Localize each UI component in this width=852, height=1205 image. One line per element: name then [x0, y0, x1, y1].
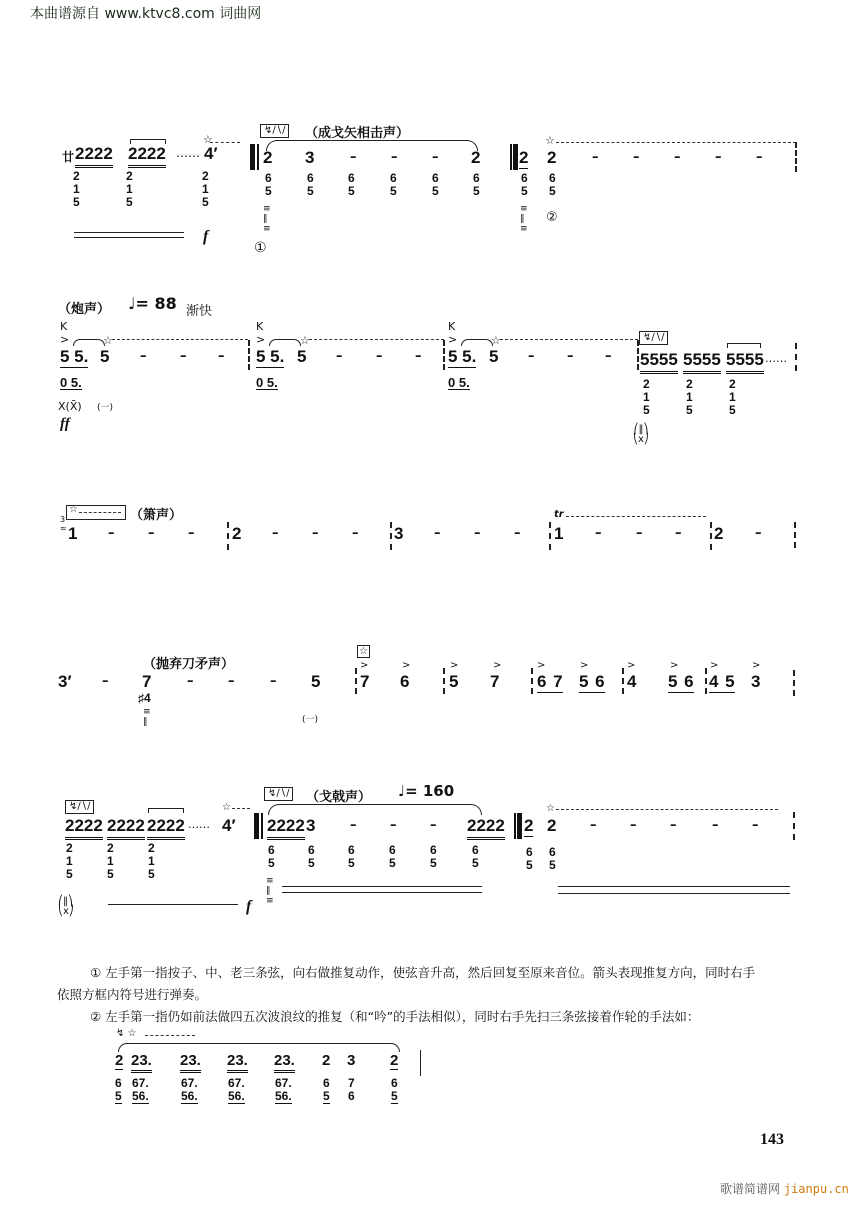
dash: –	[228, 674, 235, 689]
chord-column: 6 5	[348, 171, 355, 198]
dash: –	[674, 150, 681, 165]
dynamic-mark: ff	[60, 416, 70, 432]
tremolo-group: 2222	[65, 816, 103, 840]
note: 3	[394, 524, 404, 543]
note-group: 6 7	[537, 672, 563, 691]
dash: –	[590, 818, 597, 833]
note-group: 5 5.	[256, 347, 285, 366]
accent-mark: >	[450, 660, 459, 671]
star-box-icon: ☆	[359, 646, 368, 657]
tremolo-group: 2222	[147, 816, 185, 840]
dash: –	[755, 526, 762, 541]
barline	[227, 522, 229, 550]
chord-column: 6 5	[268, 843, 275, 870]
chord-column: 2 1 5	[148, 841, 155, 881]
hairpin	[558, 893, 790, 894]
bracket-mark	[130, 139, 166, 144]
note: 6	[323, 1076, 330, 1090]
hairpin	[108, 904, 238, 905]
grace-note: 3 ≈	[60, 515, 67, 533]
sound-label: （炮声）	[58, 302, 111, 317]
dash: –	[528, 349, 535, 364]
note: 1	[68, 524, 78, 543]
barline	[795, 343, 797, 371]
note: 5	[323, 1089, 330, 1103]
technique-symbol: ≡ ‖	[143, 707, 151, 727]
note: 6	[391, 1076, 398, 1090]
hairpin	[282, 886, 482, 887]
note-group: 67.	[275, 1076, 292, 1090]
sound-label: （抛弃刀矛声）	[143, 657, 235, 672]
note: 5	[297, 347, 307, 366]
note-group: 56.	[228, 1089, 245, 1103]
dash: –	[756, 150, 763, 165]
note: 3	[751, 672, 761, 691]
barline	[390, 522, 392, 550]
barline	[793, 812, 795, 840]
repeat-bar	[250, 144, 255, 170]
barline	[622, 668, 624, 694]
dotted-extension	[500, 339, 638, 340]
dash: –	[180, 349, 187, 364]
tremolo-group: 5555	[683, 350, 721, 374]
chord-column: 6 5	[549, 845, 556, 872]
chord-column: 2 1 5	[686, 377, 693, 417]
dash: –	[218, 349, 225, 364]
note: 2	[263, 148, 273, 167]
chord-column: 2 1 5	[643, 377, 650, 417]
dash: –	[312, 526, 319, 541]
ellipsis: ……	[188, 818, 210, 831]
note-group: 67.	[181, 1076, 198, 1090]
technique-box: ↯∕∖∕	[639, 331, 668, 345]
note: 1	[554, 524, 564, 543]
star-icon: ☆	[203, 133, 213, 146]
technique-symbol: ⎛‖⎞ ⎝x⎠	[58, 896, 74, 917]
barline	[549, 522, 551, 550]
tremolo-group: 5555	[640, 350, 678, 374]
watermark-top: 本曲谱源自 www.ktvc8.com 词曲网	[30, 6, 262, 22]
held-note: 4′	[222, 816, 236, 835]
tremolo-group: 2222	[107, 816, 145, 840]
technique-box: ↯∕∖∕	[264, 787, 293, 801]
barline	[355, 668, 357, 694]
tremolo-group: 5555	[726, 350, 764, 374]
note: 7	[142, 672, 152, 691]
dash: –	[102, 674, 109, 689]
technique-symbol: ≡ ‖ ≡	[520, 204, 528, 234]
barline	[248, 340, 250, 370]
dash: –	[630, 818, 637, 833]
technique-box	[66, 505, 126, 520]
note: 6	[115, 1076, 122, 1090]
dash: –	[595, 526, 602, 541]
dash: –	[675, 526, 682, 541]
dash: –	[350, 818, 357, 833]
note-group: 5 5.	[60, 347, 89, 366]
dash: –	[108, 526, 115, 541]
note-group: 56.	[132, 1089, 149, 1103]
chord-column: 6 5	[472, 843, 479, 870]
footnote-1-line-1: ① 左手第一指按子、中、老三条弦，向右做推复动作，使弦音升高，然后回复至原来音位。箭头表现推复方向，同时右手	[90, 965, 756, 980]
dash: –	[270, 674, 277, 689]
note-group: 67.	[228, 1076, 245, 1090]
dash: –	[605, 349, 612, 364]
x-mark: X(X̄)	[58, 400, 82, 413]
note: 6	[400, 672, 410, 691]
dash: –	[715, 150, 722, 165]
slur	[118, 1043, 400, 1052]
hairpin	[74, 232, 184, 233]
dash: –	[350, 150, 357, 165]
dash: –	[376, 349, 383, 364]
sound-label: （成戈矢相击声）	[305, 126, 410, 141]
note: 5	[449, 672, 459, 691]
trill-icon: ↯ ☆	[116, 1028, 137, 1039]
note: 4	[627, 672, 637, 691]
dash: –	[390, 818, 397, 833]
dash: –	[636, 526, 643, 541]
watermark-bottom	[720, 1180, 849, 1197]
dash: –	[336, 349, 343, 364]
chord-column: 6 5	[526, 845, 533, 872]
note: 2	[322, 1052, 331, 1069]
slur	[269, 339, 301, 346]
accent-mark: K >	[256, 320, 266, 346]
chord-column: 2 1 5	[202, 169, 209, 209]
technique-symbol: ≡ ‖ ≡	[266, 876, 274, 906]
star-icon: ☆	[300, 334, 310, 347]
note: 3	[306, 816, 316, 835]
dash: –	[434, 526, 441, 541]
repeat-bar-thin	[261, 813, 263, 839]
hairpin	[282, 892, 482, 893]
technique-box: ↯∕∖∕	[65, 800, 94, 814]
note: 5	[115, 1089, 122, 1103]
technique-symbol: ≡ ‖ ≡	[263, 204, 271, 234]
dash: –	[415, 349, 422, 364]
chord-column: 2 1 5	[66, 841, 73, 881]
slur	[266, 140, 478, 151]
dash: –	[712, 818, 719, 833]
star-icon: ☆	[545, 134, 555, 147]
slur	[73, 339, 105, 346]
dotted-extension	[309, 339, 444, 340]
accent-mark: >	[360, 660, 369, 671]
repeat-bar	[517, 813, 522, 839]
watermark-cn: 歌谱简谱网	[720, 1182, 781, 1196]
note: 3′	[58, 672, 72, 691]
tempo-text: 渐快	[186, 304, 213, 319]
note-group: 0 5.	[448, 375, 470, 390]
accent-mark: >	[710, 660, 719, 671]
footnote-1-line-2: 依照方框内符号进行弹奏。	[57, 987, 208, 1002]
chord-column: 6 5	[265, 171, 272, 198]
note: 2	[115, 1052, 124, 1069]
barline	[795, 142, 797, 172]
note: 2	[519, 148, 529, 167]
repeat-bar-thin	[510, 144, 512, 170]
watermark-en: jianpu.cn	[783, 1182, 849, 1196]
tremolo-group: 2222	[128, 144, 166, 168]
accent-mark: >	[670, 660, 679, 671]
barline	[793, 670, 795, 696]
note-group: 56.	[181, 1089, 198, 1103]
dotted-extension	[210, 142, 240, 143]
chord-column: 2 1 5	[73, 169, 80, 209]
dash: –	[391, 150, 398, 165]
dash: –	[430, 818, 437, 833]
accent-mark: >	[402, 660, 411, 671]
ellipsis: ……	[765, 352, 787, 365]
dotted-extension	[556, 142, 796, 143]
dotted-extension	[232, 808, 250, 809]
accent-mark: K >	[60, 320, 70, 346]
barline	[705, 668, 707, 694]
note: 3	[347, 1052, 356, 1069]
trill-mark: tr	[554, 509, 564, 520]
dash: –	[567, 349, 574, 364]
circle-marker: ②	[546, 210, 558, 225]
hairpin	[74, 237, 184, 238]
barline	[443, 668, 445, 694]
prefix-mark: 廿	[62, 150, 75, 164]
chord-column: 6 5	[308, 843, 315, 870]
dash: –	[272, 526, 279, 541]
accent-mark: >	[537, 660, 546, 671]
technique-symbol: ⎛‖⎞ ⎝x⎠	[633, 424, 649, 445]
note-group: 5 6	[579, 672, 605, 691]
repeat-bar-thin	[514, 813, 516, 839]
dash: –	[188, 526, 195, 541]
accent-mark: >	[493, 660, 502, 671]
note: 5	[311, 672, 321, 691]
chord-column: 6 5	[348, 843, 355, 870]
repeat-bar	[513, 144, 518, 170]
technique-box: ↯∕∖∕	[260, 124, 289, 138]
note: 7	[490, 672, 500, 691]
note: 7	[360, 672, 370, 691]
dotted-extension	[566, 516, 706, 517]
dash: –	[752, 818, 759, 833]
slur	[461, 339, 493, 346]
bracket-mark	[727, 343, 761, 348]
note-group: 23.	[227, 1052, 248, 1073]
tremolo-group: 2222	[75, 144, 113, 168]
note: 2	[232, 524, 242, 543]
chord-column: 2 1 5	[107, 841, 114, 881]
sound-label: （戈戟声）	[306, 790, 372, 805]
barline	[443, 340, 445, 370]
note: 3	[305, 148, 315, 167]
chord-column: 2 1 5	[729, 377, 736, 417]
footnote-2: ② 左手第一指仍如前法做四五次波浪纹的推复（和“吟”的手法相似），同时右手先扫三条弦接着作轮的手法如：	[90, 1009, 700, 1024]
note: 2	[714, 524, 724, 543]
star-icon: ☆	[103, 334, 113, 347]
barline	[794, 522, 796, 548]
chord-column: 2 1 5	[126, 169, 133, 209]
dash: –	[140, 349, 147, 364]
accent-mark: >	[580, 660, 589, 671]
note-group: 4 5	[709, 672, 735, 691]
chord-column: 6 5	[430, 843, 437, 870]
tremolo-group: 2222	[267, 816, 305, 840]
note: 5	[489, 347, 499, 366]
repeat-bar	[254, 813, 259, 839]
hairpin	[558, 886, 790, 887]
note: 2	[547, 816, 557, 835]
dash: –	[633, 150, 640, 165]
star-icon: ☆	[222, 802, 231, 813]
ellipsis: ……	[176, 146, 200, 160]
note-group: 23.	[131, 1052, 152, 1073]
note: 7	[348, 1076, 355, 1090]
dynamic-mark: f	[203, 228, 209, 245]
note: 2	[471, 148, 481, 167]
chord-column: 6 5	[473, 171, 480, 198]
dash: –	[187, 674, 194, 689]
barline	[710, 522, 712, 550]
dash: –	[670, 818, 677, 833]
note: 2	[547, 148, 557, 167]
note-group: 56.	[275, 1089, 292, 1103]
dash: –	[148, 526, 155, 541]
chord-column: 6 5	[521, 171, 528, 198]
note: 2	[524, 816, 534, 835]
slur	[268, 804, 482, 815]
paren-mark: (一)	[97, 403, 114, 413]
dash: –	[592, 150, 599, 165]
barline	[420, 1050, 421, 1076]
accent-mark: >	[627, 660, 636, 671]
note-group: 0 5.	[60, 375, 82, 390]
dotted-extension	[556, 809, 778, 810]
note: 2	[390, 1052, 399, 1069]
page-number: 143	[760, 1131, 784, 1148]
dotted-extension	[145, 1035, 195, 1036]
dash: –	[352, 526, 359, 541]
tempo-mark: ♩= 160	[398, 782, 455, 800]
note: 5	[100, 347, 110, 366]
dotted-extension	[112, 339, 248, 340]
star-icon: ☆	[546, 803, 555, 814]
circle-marker: ①	[254, 240, 267, 256]
barline	[531, 668, 533, 694]
repeat-bar-thin	[257, 144, 259, 170]
note-group: 23.	[274, 1052, 295, 1073]
note-group: 5 5.	[448, 347, 477, 366]
accent-mark: K >	[448, 320, 458, 346]
star-icon: ☆	[69, 504, 78, 515]
accent-mark: >	[752, 660, 761, 671]
note: 6	[348, 1089, 355, 1103]
star-icon: ☆	[491, 334, 501, 347]
held-note: 4′	[204, 144, 218, 163]
note-group: 5 6	[668, 672, 694, 691]
note-group: 23.	[180, 1052, 201, 1073]
dash: –	[474, 526, 481, 541]
sound-label: （箫声）	[130, 508, 183, 523]
paren-mark: (一)	[302, 715, 319, 725]
sharp-note: ♯4	[138, 691, 151, 705]
dynamic-mark: f	[246, 898, 252, 915]
tempo-mark: ♩= 88	[128, 294, 177, 313]
note: 5	[391, 1089, 398, 1103]
chord-column: 6 5	[549, 171, 556, 198]
bracket-mark	[148, 808, 184, 813]
dash: –	[514, 526, 521, 541]
chord-column: 6 5	[389, 843, 396, 870]
tremolo-group: 2222	[467, 816, 505, 840]
dash: –	[432, 150, 439, 165]
chord-column: 6 5	[307, 171, 314, 198]
note-group: 67.	[132, 1076, 149, 1090]
chord-column: 6 5	[390, 171, 397, 198]
note-group: 0 5.	[256, 375, 278, 390]
chord-column: 6 5	[432, 171, 439, 198]
